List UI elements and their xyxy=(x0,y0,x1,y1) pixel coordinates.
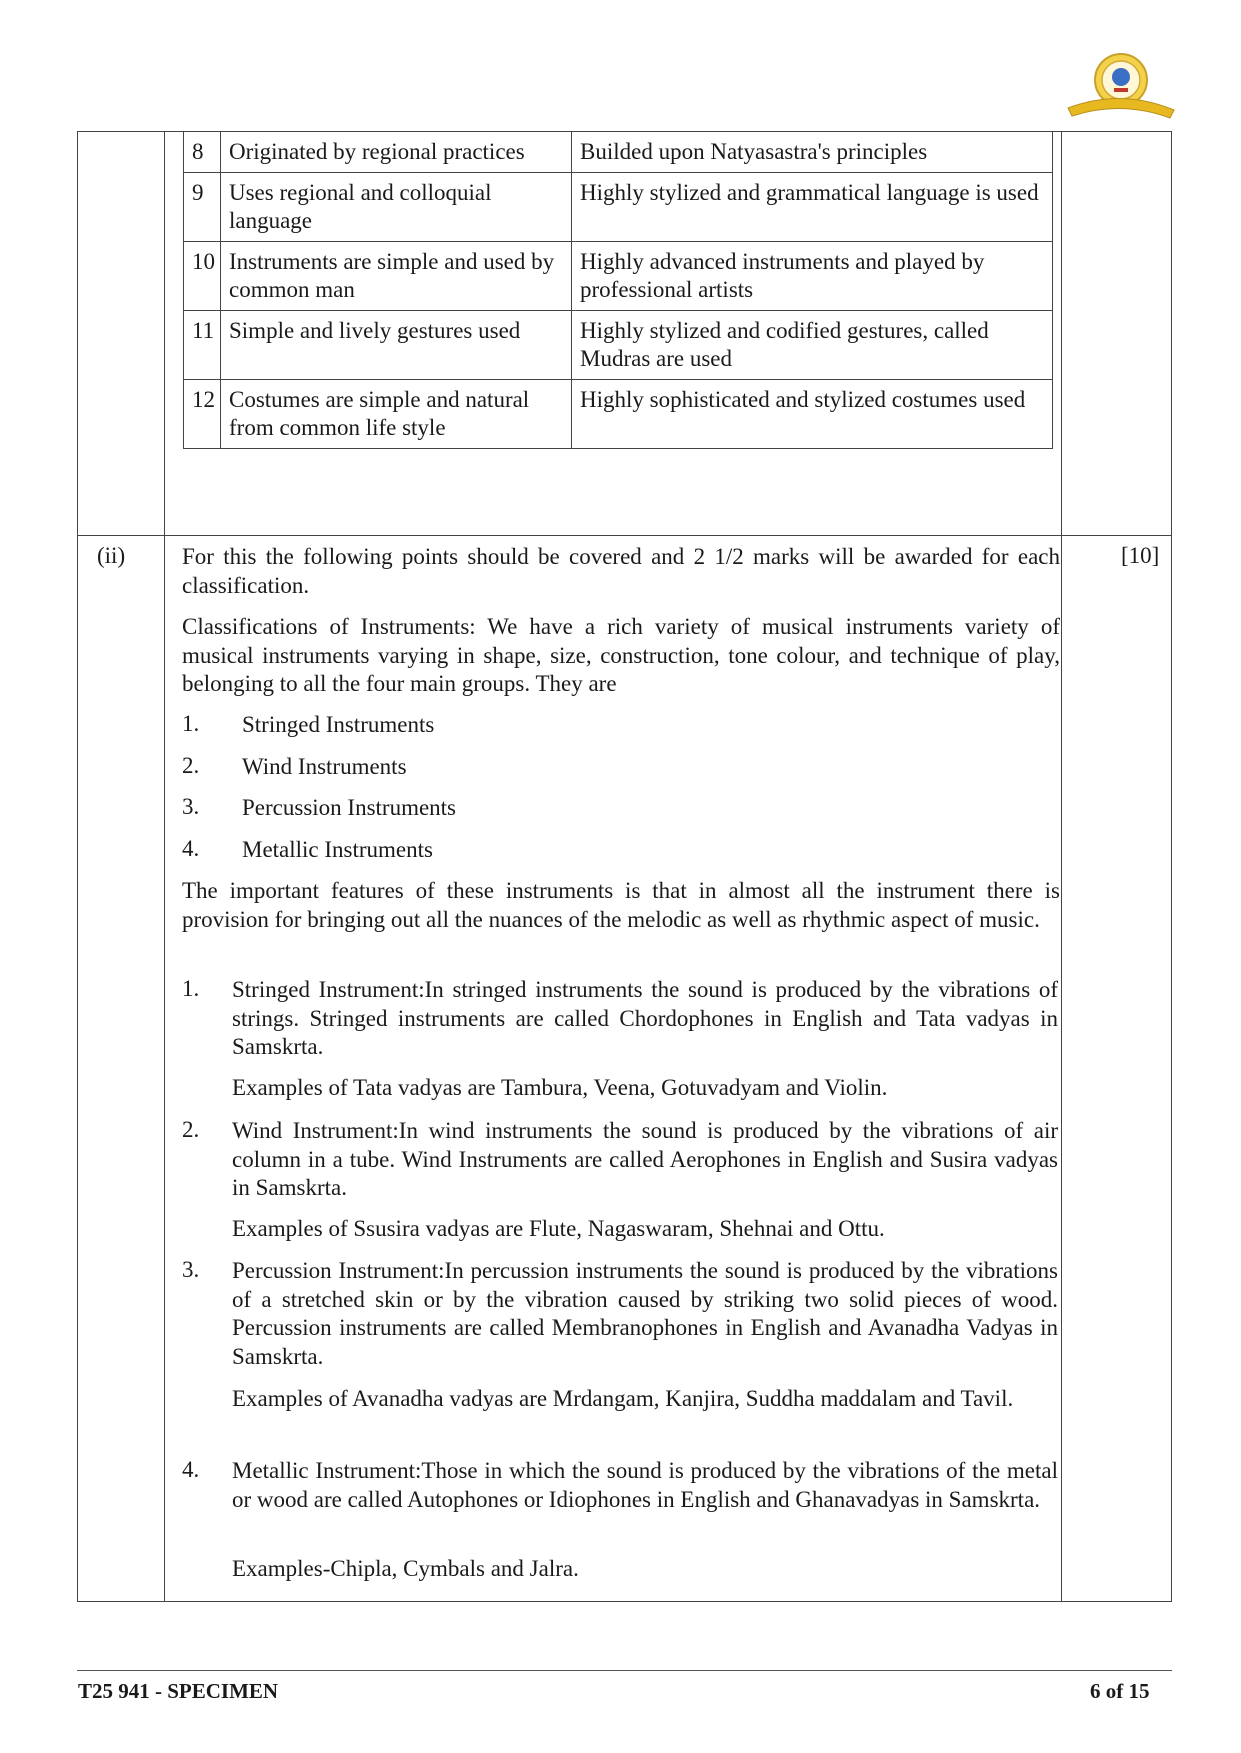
classical-feature: Highly advanced instruments and played by professional artists xyxy=(572,242,1053,311)
question-label: (ii) xyxy=(97,543,126,568)
column-divider-right xyxy=(1061,132,1062,1601)
table-row xyxy=(184,311,1053,380)
percussion-examples: Examples of Avanadha vadyas are Mrdangam, Kanjira, Suddha maddalam and Tavil. xyxy=(232,1386,1014,1411)
detail-number: 2. xyxy=(182,1117,200,1142)
classical-feature: Highly sophisticated and stylized costumes used xyxy=(572,380,1053,449)
row-number: 9 xyxy=(184,173,221,242)
percussion-description: Percussion Instrument:In percussion instruments the sound is produced by the vibrations of a stretched skin or by the vibration caused by striking two solid pieces of wood. Percussion instruments are called Membranophones in English and Avanadha Vadyas in Samskrta. xyxy=(232,1258,1058,1369)
row-number: 11 xyxy=(184,311,221,380)
group-number: 2. xyxy=(182,753,200,778)
regional-feature: Uses regional and colloquial language xyxy=(221,173,572,242)
row-divider xyxy=(78,535,1171,536)
table-row xyxy=(184,132,1053,173)
comparison-table xyxy=(183,131,1053,449)
group-number: 1. xyxy=(182,711,200,736)
metallic-description: Metallic Instrument:Those in which the sound is produced by the vibrations of the metal or wood are called Autophones or Idiophones in English and Ghanavadyas in Samskrta. xyxy=(232,1458,1058,1512)
row-number: 12 xyxy=(184,380,221,449)
regional-feature: Costumes are simple and natural from common life style xyxy=(221,380,572,449)
page-number: 6 of 15 xyxy=(1090,1679,1150,1703)
classical-feature: Highly stylized and grammatical language is used xyxy=(572,173,1053,242)
wind-description: Wind Instrument:In wind instruments the sound is produced by the vibrations of air column in a tube. Wind Instruments are called Aerophones in English and Susira vadyas in Samskrta. xyxy=(232,1118,1058,1200)
footer-rule xyxy=(77,1670,1172,1671)
group-name: Wind Instruments xyxy=(242,754,407,779)
stringed-description: Stringed Instrument:In stringed instruments the sound is produced by the vibrations of strings. Stringed instruments are called Chordophones in English and Tata vadyas in Samskrta. xyxy=(232,977,1058,1059)
table-row xyxy=(184,173,1053,242)
detail-number: 1. xyxy=(182,976,200,1001)
group-name: Metallic Instruments xyxy=(242,837,433,862)
classical-feature: Highly stylized and codified gestures, called Mudras are used xyxy=(572,311,1053,380)
detail-number: 4. xyxy=(182,1457,200,1482)
regional-feature: Simple and lively gestures used xyxy=(221,311,572,380)
group-number: 3. xyxy=(182,794,200,819)
marks-label: [10] xyxy=(1121,543,1160,568)
paper-code: T25 941 - SPECIMEN xyxy=(78,1679,279,1703)
group-name: Stringed Instruments xyxy=(242,712,435,737)
intro-paragraph: For this the following points should be covered and 2 1/2 marks will be awarded for each classification. xyxy=(182,544,1060,598)
classification-paragraph: Classifications of Instruments: We have a rich variety of musical instruments variety of musical instruments varying in shape, size, construction, tone colour, and technique of play, belonging to all the four main groups. They are xyxy=(182,614,1060,696)
regional-feature: Instruments are simple and used by common man xyxy=(221,242,572,311)
table-row xyxy=(184,380,1053,449)
table-row xyxy=(184,242,1053,311)
wind-examples: Examples of Ssusira vadyas are Flute, Nagaswaram, Shehnai and Ottu. xyxy=(232,1216,885,1241)
group-number: 4. xyxy=(182,836,200,861)
features-paragraph: The important features of these instruments is that in almost all the instrument there is provision for bringing out all the nuances of the melodic as well as rhythmic aspect of music. xyxy=(182,878,1060,932)
classical-feature: Builded upon Natyasastra's principles xyxy=(572,132,1053,173)
metallic-examples: Examples-Chipla, Cymbals and Jalra. xyxy=(232,1556,579,1581)
column-divider-left xyxy=(164,132,165,1601)
group-name: Percussion Instruments xyxy=(242,795,457,820)
stringed-examples: Examples of Tata vadyas are Tambura, Veena, Gotuvadyam and Violin. xyxy=(232,1075,888,1100)
cisce-logo-icon xyxy=(1062,48,1180,124)
regional-feature: Originated by regional practices xyxy=(221,132,572,173)
row-number: 8 xyxy=(184,132,221,173)
detail-number: 3. xyxy=(182,1257,200,1282)
row-number: 10 xyxy=(184,242,221,311)
